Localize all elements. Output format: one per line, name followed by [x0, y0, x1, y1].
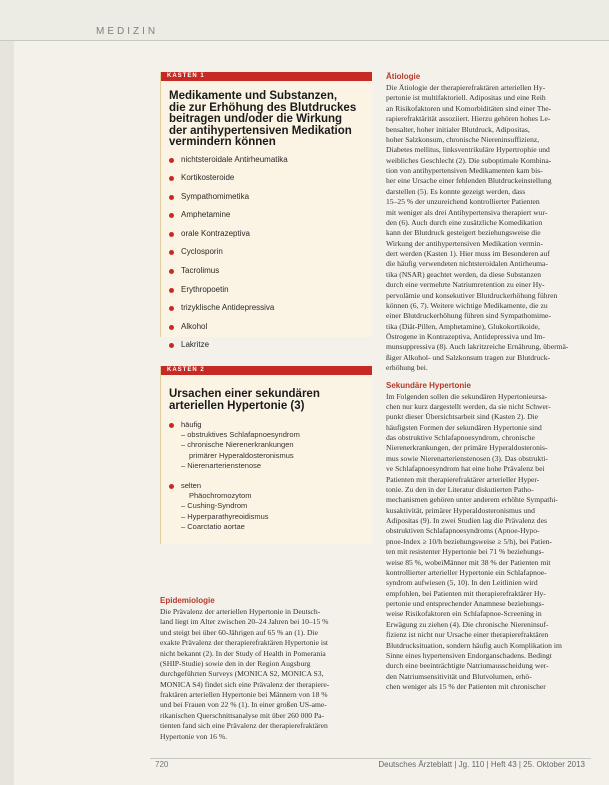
list-item: Erythropoetin: [169, 281, 372, 300]
text-line: 15–25 % der unzureichend kontrollierter Patienten: [386, 197, 540, 207]
text-line: und bei Frauen von 22 % (1). In einer großen US-ame-: [160, 700, 327, 710]
text-line: häufigsten Formen der sekundären Hypertonie sind: [386, 422, 542, 432]
box-1-title: [161, 91, 372, 149]
text-line: (SHIP-Studie) sowie den in der Region Augsburg: [160, 658, 311, 668]
text-line: tika (Diät-Pillen, Amphetamine), Glukokortikoide,: [386, 321, 540, 331]
text-line: pertonie und entsprechender Anamnese beziehungs-: [386, 599, 545, 608]
text-line: obstruktiven Schlafapnoesyndroms (Apnoe-Hypo-: [386, 526, 540, 536]
text-line: den Natriumsensitivität und Blutvolumen, erhö-: [386, 671, 532, 681]
text-line: ve Schlafapnoesyndrom hat eine hohe Prävalenz bei: [386, 464, 545, 474]
bullet-icon: [169, 213, 174, 218]
list-item: – Cushing-Syndrom: [181, 501, 248, 511]
box-2: [160, 366, 372, 544]
text-line: pervolämie und konsekutiver Blutdruckerhöhung führen: [386, 290, 558, 300]
text-line: chen nur kurz dargestellt werden, da sie nicht Schwer-: [386, 401, 551, 411]
text-line: Die Prävalenz der arteriellen Hypertonie in Deutsch-: [160, 607, 321, 616]
bullet-icon: [169, 343, 174, 348]
selten-label: selten: [181, 481, 202, 491]
list-item: Lakritze: [169, 336, 372, 355]
list-item: – chronische Nierenerkrankungen: [181, 440, 294, 450]
text-line: Im Folgenden sollen die sekundären Hypertonieursa-: [386, 391, 548, 401]
text-line: munsuppressiva (8). Auch lakritzreiche Ernährung, übermä-: [386, 342, 569, 352]
text-line: mit weniger als drei Antihypertensiva therapiert wur-: [386, 207, 548, 217]
text-line: Die Ätiologie der therapierefraktären arteriellen Hy-: [386, 83, 546, 92]
bullet-icon: [169, 423, 174, 428]
text-line: weise Risikofaktoren ein Schlafapnoe-Screening in: [386, 609, 542, 619]
text-line: weibliches Geschlecht (2). Die suboptimale Kombina-: [386, 155, 552, 165]
text-line: Sinne eines hypertensiven Endorganschadens. Bedingt: [386, 650, 552, 660]
text-line: fraktären arteriellen Hypertonie bei Männern von 18 %: [160, 690, 328, 699]
page-header: [0, 0, 609, 40]
text-line: kann der Blutdruck gesteigert beziehungsweise die: [386, 228, 541, 238]
text-line: das obstruktive Schlafapnoesyndrom, chronische: [386, 433, 535, 442]
list-item: nichtsteroidale Antirheumatika: [169, 151, 372, 170]
section-heading: Epidemiologie: [160, 596, 215, 605]
text-line: fizienz ist nicht nur Ursache einer therapierefraktären: [386, 630, 549, 640]
text-line: syndrom aufwiesen (5, 10). In den Leitlinien wird: [386, 578, 538, 588]
journal-citation: Deutsches Ärzteblatt | Jg. 110 | Heft 43 | 25. Oktober 2013: [378, 760, 585, 769]
list-item: trizyklische Antidepressiva: [169, 299, 372, 318]
text-line: den (6). Auch durch eine zusätzliche Komedikation: [386, 217, 543, 227]
haeufig-group: [161, 420, 372, 471]
text-line: pnoe-Index ≥ 10/h beziehungsweise ≥ 5/h), bei Patien-: [386, 536, 553, 546]
text-line: hoher Salzkonsum, chronische Niereninsuffizienz,: [386, 134, 540, 144]
text-line: an Risikofaktoren und Komorbiditäten sind einer The-: [386, 103, 552, 113]
box-2-title-line: Ursachen einer sekundären: [169, 388, 320, 400]
paragraph: [386, 83, 598, 374]
bullet-icon: [169, 288, 174, 293]
bullet-icon: [169, 269, 174, 274]
text-line: die häufig verwendeten nichtsteroidalen Antirheuma-: [386, 259, 548, 269]
text-line: können (6, 7). Weitere wichtige Medikamente, die zu: [386, 300, 548, 310]
page-edge: [0, 0, 14, 785]
text-line: weise 85 %, wobeiMänner mit 38 % der Patienten mit: [386, 557, 551, 567]
bullet-icon: [169, 232, 174, 237]
text-line: Wirkung der antihypertensiven Medikation vermin-: [386, 238, 544, 248]
text-line: pertonie ist multifaktoriell. Adipositas und eine Reih: [386, 93, 546, 103]
paragraph: [386, 392, 598, 693]
text-line: rikanischen Querschnittsanalyse mit über 260 000 Pa-: [160, 710, 325, 720]
list-item: primärer Hyperaldosteronismus: [189, 450, 294, 460]
text-line: empfohlen, bei Patienten mit therapierefraktärer Hy-: [386, 588, 546, 598]
text-line: land liegt im Alter zwischen 20–24 Jahren bei 10–15 %: [160, 617, 329, 627]
list-item: Tacrolimus: [169, 262, 372, 281]
paragraph: [160, 607, 372, 742]
text-line: rapierefraktärität assoziiert. Hierzu gehören hohes Le-: [386, 114, 551, 124]
text-line: durch eine vermehrte Natriumretention zu einer Hy-: [386, 280, 545, 290]
selten-group: [161, 481, 372, 532]
box-1-title-line: vermindern können: [169, 136, 276, 148]
text-line: erhöhung bei.: [386, 363, 428, 373]
list-item: – Coarctatio aortae: [181, 521, 245, 531]
text-line: durchgeführten Surveys (MONICA S2, MONICA S3,: [160, 669, 324, 679]
bullet-icon: [169, 306, 174, 311]
text-line: mus sowie Nierenarterienstenosen (3). Das obstrukti-: [386, 453, 548, 463]
text-line: Östrogene in Kontrazeptiva, Antidepressiva und Im-: [386, 332, 546, 341]
footer-rule: [150, 758, 591, 759]
text-line: MONICA S4) findet sich eine Prävalenz der therapiere-: [160, 679, 330, 689]
haeufig-label: häufig: [181, 420, 202, 429]
header-rule: [0, 40, 609, 41]
text-line: Hypertonie von 16 %.: [160, 731, 228, 741]
bullet-icon: [169, 195, 174, 200]
section-heading: Ätiologie: [386, 72, 421, 81]
page-number: 720: [155, 760, 169, 769]
text-line: kontrollierter arterieller Hypertonie ein Schlafapnoe-: [386, 567, 547, 577]
text-line: Erwägung zu ziehen (4). Die chronische Niereninsuf-: [386, 619, 549, 629]
text-line: kusaktivität, primärer Hyperaldosteronismus und: [386, 505, 535, 515]
box-2-title-line: arteriellen Hypertonie (3): [169, 399, 305, 412]
bullet-icon: [169, 158, 174, 163]
bullet-icon: [169, 176, 174, 181]
text-line: Blutdrucksituation, sondern häufig auch Komplikation im: [386, 640, 562, 650]
list-item: – Nierenarterienstenose: [181, 460, 262, 470]
list-item: – Hyperparathyreoidismus: [181, 511, 269, 521]
text-line: tienten fand sich eine Prävalenz der therapierefraktären: [160, 721, 328, 731]
box-1: [160, 72, 372, 350]
text-line: tion von antihypertensiven Medikamenten kam bis-: [386, 166, 543, 175]
text-line: durch eine beeinträchtigte Natriumausscheidung wer-: [386, 661, 549, 671]
list-item: Alkohol: [169, 318, 372, 337]
bullet-icon: [169, 484, 174, 489]
section-heading: Sekundäre Hypertonie: [386, 380, 471, 390]
list-item: Amphetamine: [169, 206, 372, 225]
text-line: punkt dieser Übersichtsarbeit sind (Kasten 2). Die: [386, 412, 539, 422]
text-line: Nierenerkrankungen, der primäre Hyperaldosteronis-: [386, 443, 548, 453]
text-line: darstellen (5). Es konnte gezeigt werden, dass: [386, 186, 526, 196]
section-epidemiologie: [160, 596, 372, 742]
bullet-icon: [169, 250, 174, 255]
right-column: [386, 72, 598, 692]
text-line: her eine Ursache einer fehlenden Blutdruckeinstellung: [386, 176, 552, 186]
text-line: chen weniger als 15 % der Patienten mit chronischer: [386, 682, 546, 691]
text-line: tonie. Zu den in der Literatur diskutierten Patho-: [386, 484, 534, 494]
text-line: Diabetes mellitus, linksventrikuläre Hypertrophie und: [386, 145, 550, 155]
box-1-title-line: die zur Erhöhung des Blutdruckes: [169, 101, 357, 114]
text-line: bensalter, hoher initialer Blutdruck, Adipositas,: [386, 124, 530, 134]
box-1-label: KASTEN 1: [161, 72, 372, 81]
text-line: nicht bekannt (2). In der Study of Health in Pomerania: [160, 648, 326, 658]
box-1-list: [161, 151, 372, 356]
list-item: Sympathomimetika: [169, 188, 372, 207]
box-1-title-line: beitragen und/oder die Wirkung: [169, 113, 343, 125]
text-line: exakte Prävalenz der therapierefraktären Hypertonie ist: [160, 638, 329, 648]
bullet-icon: [169, 325, 174, 330]
text-line: ßiger Alkohol- und Salzkonsum tragen zur Blutdruck-: [386, 352, 551, 362]
box-1-title-line: der antihypertensiven Medikation: [169, 124, 352, 137]
text-line: Adipositas (9). In zwei Studien lag die Prävalenz des: [386, 516, 547, 525]
box-1-title-line: Medikamente und Substanzen,: [169, 90, 338, 102]
text-line: tika (NSAR) geachtet werden, da diese Substanzen: [386, 269, 541, 279]
text-line: und steigt bei über 60-Jährigen auf 65 % an (1). Die: [160, 627, 318, 637]
text-line: einer Blutdruckerhöhung führen sind Sympathomime-: [386, 311, 551, 321]
text-line: ten mit resistenter Hypertonie bei 71 % beziehungs-: [386, 547, 544, 557]
box-2-title: [161, 389, 372, 412]
text-line: mechanismen gehören unter anderem erhöhte Sympathi-: [386, 495, 558, 505]
section-label: MEDIZIN: [96, 26, 159, 37]
text-line: Patienten mit therapierefraktärer arterieller Hyper-: [386, 474, 540, 484]
list-item: orale Kontrazeptiva: [169, 225, 372, 244]
list-item: Cyclosporin: [169, 243, 372, 262]
list-item: Phäochromozytom: [189, 491, 252, 501]
text-line: dert werden (Kasten 1). Hier muss im Besonderen auf: [386, 249, 550, 258]
list-item: Kortikosteroide: [169, 169, 372, 188]
box-2-label: KASTEN 2: [161, 366, 372, 375]
list-item: – obstruktives Schlafapnoesyndrom: [181, 430, 300, 440]
